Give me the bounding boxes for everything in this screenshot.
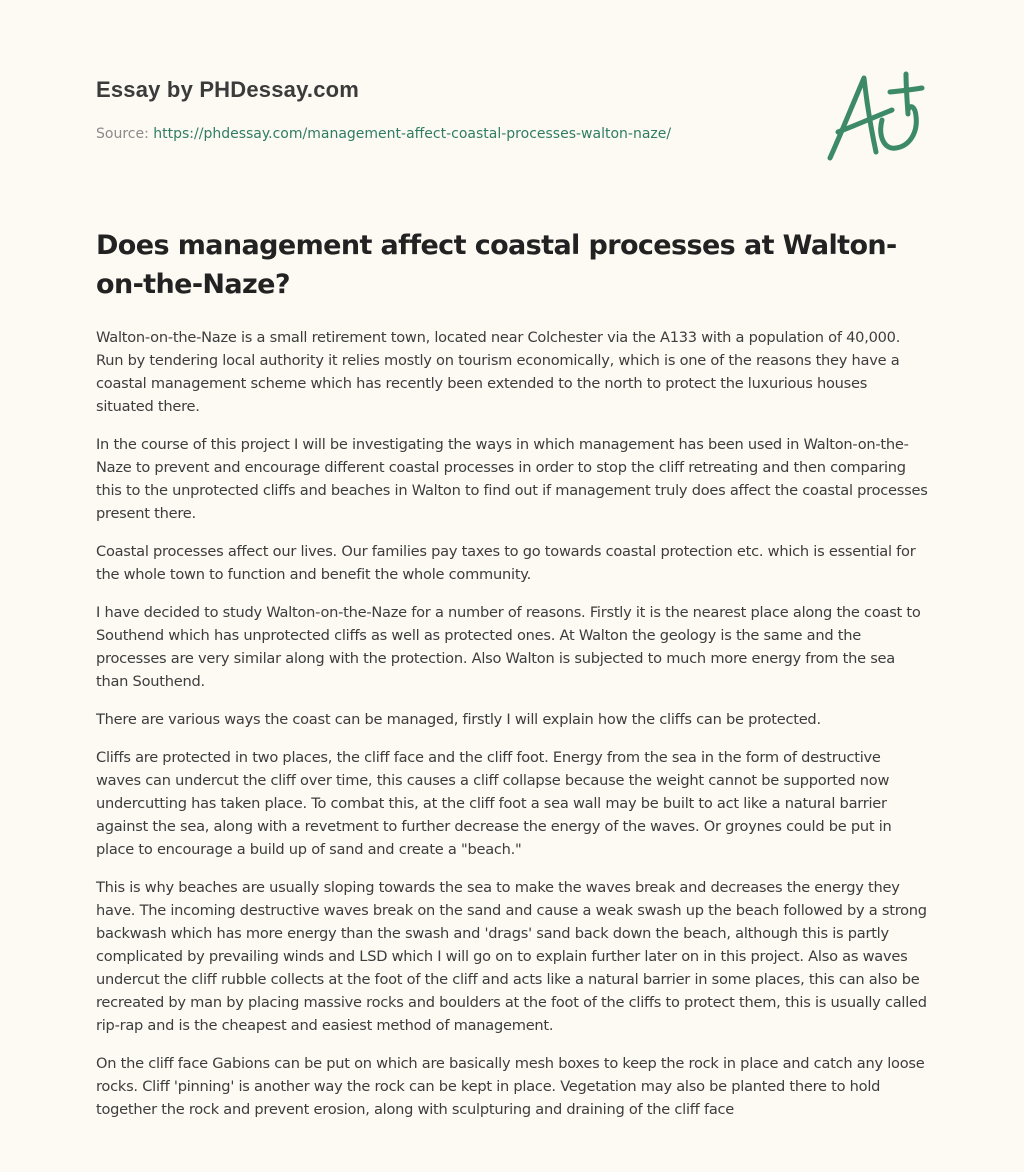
paragraph: Cliffs are protected in two places, the cliff face and the cliff foot. Energy from the sea in the form of destructive waves can undercut the cliff over time, this causes a cliff collapse because the weight cannot be supported now undercutting has taken place. To combat this, at the cliff foot a sea wall may be built to act like a natural barrier against the sea, along with a revetment to further decrease the energy of the waves. Or groynes could be put in place to encourage a build up of sand and create a "beach." <box>96 749 892 858</box>
source-link[interactable]: https://phdessay.com/management-affect-coastal-processes-walton-naze/ <box>153 126 672 142</box>
paragraph: This is why beaches are usually sloping towards the sea to make the waves break and decreases the energy they have. The incoming destructive waves break on the sand and cause a weak swash up the beach followed by a strong backwash which has more energy than the swash and 'drags' sand back down the beach, although this is partly complicated by prevailing winds and LSD which I will go on to explain further later on in this project. Also as waves undercut the cliff rubble collects at the foot of the cliff and acts like a natural barrier in some places, this can also be recreated by man by placing massive rocks and boulders at the foot of the cliffs to protect them, this is usually called rip-rap and is the cheapest and easiest method of management. <box>96 879 927 1034</box>
paragraph: In the course of this project I will be investigating the ways in which management has been used in Walton-on-the-Naze to prevent and encourage different coastal processes in order to stop the cliff retreating and then comparing this to the unprotected cliffs and beaches in Walton to find out if management truly does affect the coastal processes present there. <box>96 436 928 522</box>
a-plus-logo-icon <box>818 66 930 168</box>
source-line <box>96 124 736 144</box>
paragraph: I have decided to study Walton-on-the-Naze for a number of reasons. Firstly it is the nearest place along the coast to Southend which has unprotected cliffs as well as protected ones. At Walton the geology is the same and the processes are very similar along with the protection. Also Walton is subjected to much more energy from the sea than Southend. <box>96 604 921 690</box>
essay-body <box>96 326 928 1136</box>
document-header <box>96 76 736 144</box>
brand-title: Essay by PHDessay.com <box>96 77 360 102</box>
essay-title: Does management affect coastal processes at Walton-on-the-Naze? <box>96 230 897 300</box>
paragraph: Walton-on-the-Naze is a small retirement town, located near Colchester via the A133 with a population of 40,000. Run by tendering local authority it relies mostly on tourism economically, which is one of the reasons they have a coastal management scheme which has recently been extended to the north to protect the luxurious houses situated there. <box>96 329 901 415</box>
paragraph: On the cliff face Gabions can be put on which are basically mesh boxes to keep the rock in place and catch any loose rocks. Cliff 'pinning' is another way the rock can be kept in place. Vegetation may also be planted there to hold together the rock and prevent erosion, along with sculpturing and draining of the cliff face <box>96 1055 925 1118</box>
paragraph: Coastal processes affect our lives. Our families pay taxes to go towards coastal protection etc. which is essential for the whole town to function and benefit the whole community. <box>96 543 916 583</box>
source-label: Source: <box>96 126 149 142</box>
paragraph: There are various ways the coast can be managed, firstly I will explain how the cliffs can be protected. <box>96 711 821 728</box>
